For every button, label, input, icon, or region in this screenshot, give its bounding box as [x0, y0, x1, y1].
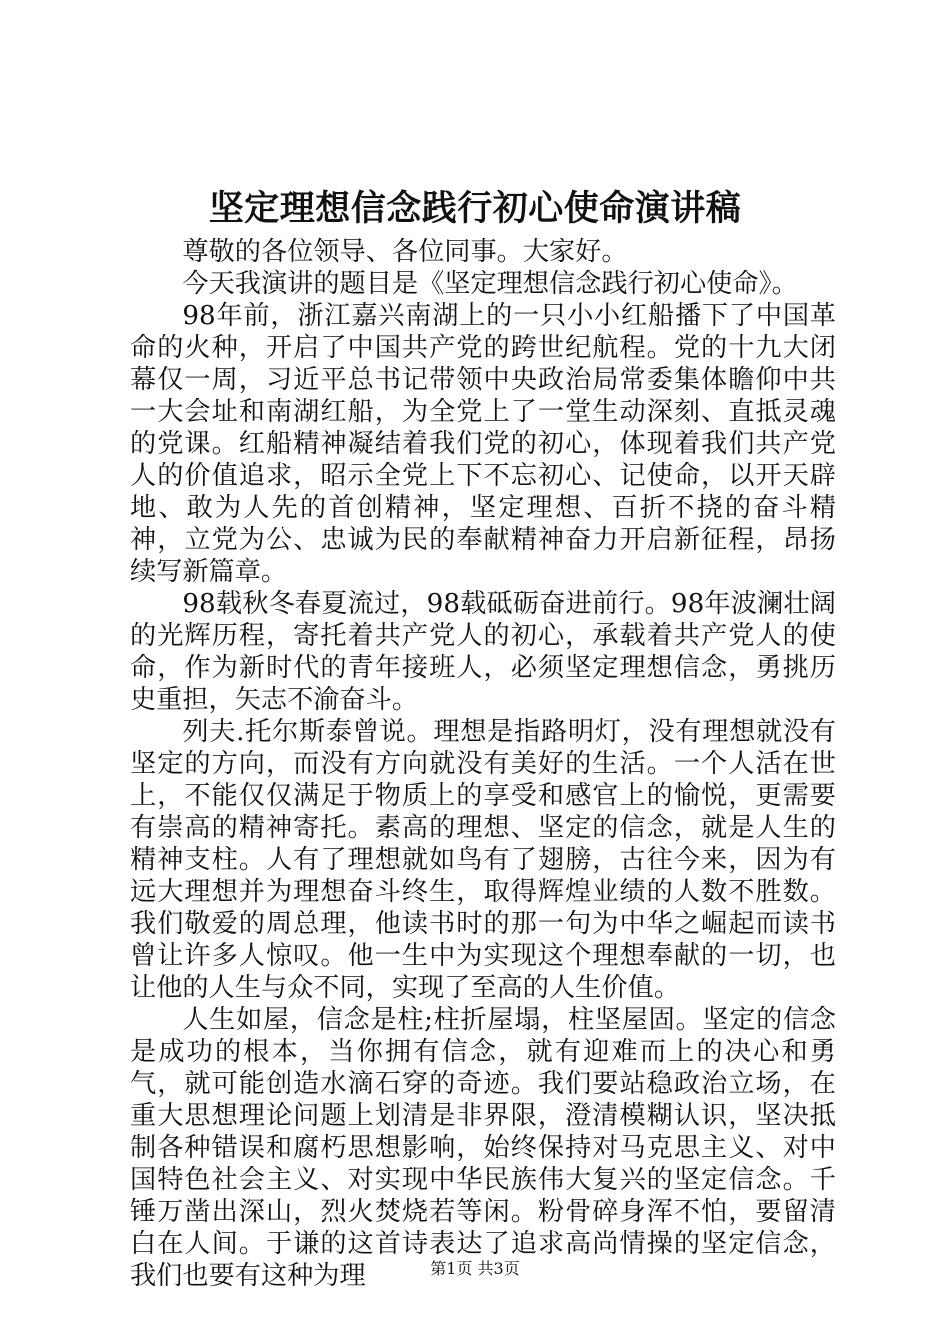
document-title: 坚定理想信念践行初心使命演讲稿 — [208, 188, 742, 229]
paragraph-beliefs: 人生如屋，信念是柱;柱折屋塌，柱坚屋固。坚定的信念是成功的根本，当你拥有信念，就有迎难而上的决心和勇气，就可能创造水滴石穿的奇迹。我们要站稳政治立场，在重大思想理论问题上划清是非界限，澄清模糊认识，坚决抵制各种错误和腐朽思想影响，始终保持对马克思主义、对中国特色社会主义、对实现中华民族伟大复兴的坚定信念。千锤万凿出深山，烈火焚烧若等闲。粉骨碎身浑不怕，要留清白在人间。于谦的这首诗表达了追求高尚情操的坚定信念，我们也要有这种为理 — [130, 1005, 836, 1291]
paragraph-98-years: 98载秋冬春夏流过，98载砥砺奋进前行。98年波澜壮阔的光辉历程，寄托着共产党人的初心，承载着共产党人的使命，作为新时代的青年接班人，必须坚定理想信念，勇挑历史重担，矢志不渝奋斗。 — [130, 589, 836, 715]
paragraph-red-boat: 98年前，浙江嘉兴南湖上的一只小小红船播下了中国革命的火种，开启了中国共产党的跨世纪航程。党的十九大闭幕仅一周，习近平总书记带领中央政治局常委集体瞻仰中共一大会址和南湖红船，为全党上了一堂生动深刻、直抵灵魂的党课。红船精神凝结着我们党的初心，体现着我们共产党人的价值追求，昭示全党上下不忘初心、记使命，以开天辟地、敢为人先的首创精神，坚定理想、百折不挠的奋斗精神，立党为公、忠诚为民的奉献精神奋力开启新征程，昂扬续写新篇章。 — [130, 301, 836, 587]
paragraph-ideals: 列夫.托尔斯泰曾说。理想是指路明灯，没有理想就没有坚定的方向，而没有方向就没有美好的生活。一个人活在世上，不能仅仅满足于物质上的享受和感官上的愉悦，更需要有崇高的精神寄托。素高的理想、坚定的信念，就是人生的精神支柱。人有了理想就如鸟有了翅膀，古往今来，因为有远大理想并为理想奋斗终生，取得辉煌业绩的人数不胜数。我们敬爱的周总理，他读书时的那一句为中华之崛起而读书曾让许多人惊叹。他一生中为实现这个理想奉献的一切，也让他的人生与众不同，实现了至高的人生价值。 — [130, 717, 836, 1003]
document-body — [130, 236, 836, 1292]
page-footer: 第1页 共3页 — [430, 1259, 520, 1278]
paragraph-topic: 今天我演讲的题目是《坚定理想信念践行初心使命》。 — [182, 269, 798, 299]
paragraph-greeting: 尊敬的各位领导、各位同事。大家好。 — [182, 237, 628, 267]
